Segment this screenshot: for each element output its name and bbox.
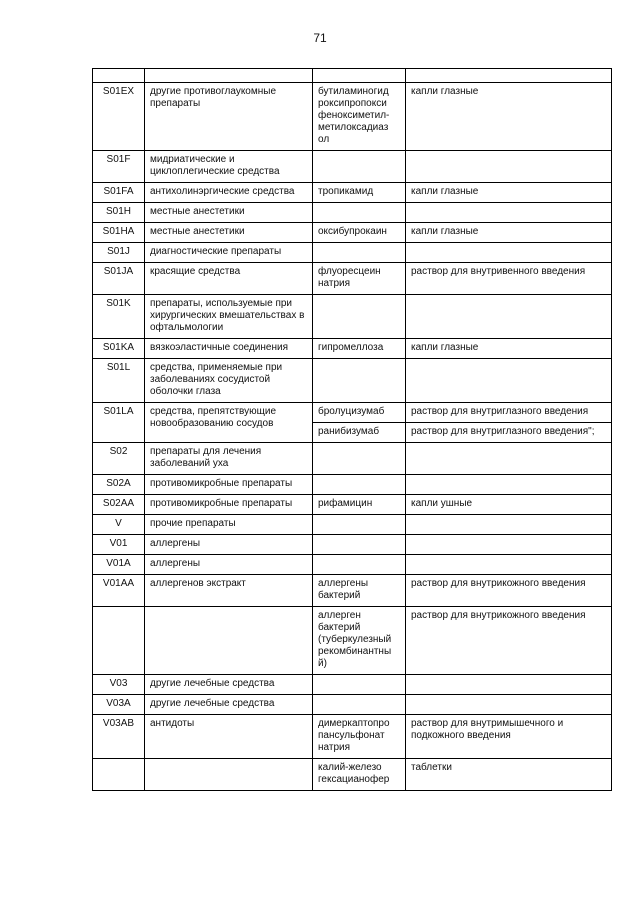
group-name-cell: мидриатические и циклоплегические средства	[145, 151, 313, 183]
table-row	[93, 295, 612, 339]
atc-code-cell	[93, 607, 145, 675]
table-row	[93, 515, 612, 535]
table-row	[93, 203, 612, 223]
substance-cell: бролуцизумаб	[313, 403, 406, 423]
dosage-form-cell	[406, 295, 612, 339]
group-name-cell: средства, применяемые при заболеваниях сосудистой оболочки глаза	[145, 359, 313, 403]
atc-code-cell: S01LA	[93, 403, 145, 443]
drug-table-body	[93, 69, 612, 791]
group-name-cell: другие противоглаукомные препараты	[145, 83, 313, 151]
substance-cell: оксибупрокаин	[313, 223, 406, 243]
atc-code-cell: V01A	[93, 555, 145, 575]
substance-cell	[313, 535, 406, 555]
dosage-form-cell	[406, 555, 612, 575]
table-row	[93, 339, 612, 359]
atc-code-cell: S02AA	[93, 495, 145, 515]
substance-cell: флуоресцеин натрия	[313, 263, 406, 295]
table-row	[93, 475, 612, 495]
group-name-cell: аллергены	[145, 535, 313, 555]
dosage-form-cell: капли глазные	[406, 183, 612, 203]
dosage-form-cell: раствор для внутрикожного введения	[406, 607, 612, 675]
group-name-cell	[145, 759, 313, 791]
substance-cell: калий-железо гексацианофер	[313, 759, 406, 791]
dosage-form-cell	[406, 359, 612, 403]
atc-code-cell: V	[93, 515, 145, 535]
dosage-form-cell: раствор для внутриглазного введения";	[406, 423, 612, 443]
dosage-form-cell	[406, 151, 612, 183]
group-name-cell: аллергенов экстракт	[145, 575, 313, 607]
atc-code-cell	[93, 759, 145, 791]
dosage-form-cell: раствор для внутрикожного введения	[406, 575, 612, 607]
substance-cell: димеркаптопро пансульфонат натрия	[313, 715, 406, 759]
atc-code-cell: V01AA	[93, 575, 145, 607]
dosage-form-cell	[406, 243, 612, 263]
table-row	[93, 535, 612, 555]
table-row	[93, 359, 612, 403]
atc-code-cell: S01H	[93, 203, 145, 223]
table-row	[93, 263, 612, 295]
substance-cell	[313, 555, 406, 575]
group-name-cell: другие лечебные средства	[145, 675, 313, 695]
dosage-form-cell: раствор для внутривенного введения	[406, 263, 612, 295]
group-name-cell: аллергены	[145, 555, 313, 575]
table-row	[93, 83, 612, 151]
substance-cell: тропикамид	[313, 183, 406, 203]
atc-code-cell: S02A	[93, 475, 145, 495]
group-name-cell: противомикробные препараты	[145, 475, 313, 495]
substance-cell	[313, 675, 406, 695]
page-number: 71	[313, 31, 327, 45]
table-row	[93, 243, 612, 263]
substance-cell	[313, 359, 406, 403]
substance-cell	[313, 295, 406, 339]
dosage-form-cell	[406, 515, 612, 535]
table-row	[93, 759, 612, 791]
table-row	[93, 715, 612, 759]
table-header-row	[93, 69, 612, 83]
dosage-form-cell	[406, 443, 612, 475]
dosage-form-cell	[406, 203, 612, 223]
atc-code-cell: S01HA	[93, 223, 145, 243]
atc-code-cell: S01L	[93, 359, 145, 403]
substance-cell	[313, 695, 406, 715]
substance-cell: рифамицин	[313, 495, 406, 515]
substance-cell: ранибизумаб	[313, 423, 406, 443]
table-row	[93, 495, 612, 515]
atc-code-cell: S01KA	[93, 339, 145, 359]
dosage-form-cell	[406, 535, 612, 555]
header-cell-name	[145, 69, 313, 83]
table-row	[93, 555, 612, 575]
atc-code-cell: V01	[93, 535, 145, 555]
atc-code-cell: S01JA	[93, 263, 145, 295]
group-name-cell: другие лечебные средства	[145, 695, 313, 715]
table-row	[93, 443, 612, 475]
group-name-cell: местные анестетики	[145, 203, 313, 223]
atc-code-cell: S02	[93, 443, 145, 475]
group-name-cell: местные анестетики	[145, 223, 313, 243]
group-name-cell: красящие средства	[145, 263, 313, 295]
group-name-cell: противомикробные препараты	[145, 495, 313, 515]
group-name-cell: вязкоэластичные соединения	[145, 339, 313, 359]
atc-code-cell: V03	[93, 675, 145, 695]
substance-cell: гипромеллоза	[313, 339, 406, 359]
table-row	[93, 575, 612, 607]
substance-cell: аллергены бактерий	[313, 575, 406, 607]
dosage-form-cell	[406, 675, 612, 695]
substance-cell	[313, 475, 406, 495]
atc-code-cell: V03A	[93, 695, 145, 715]
dosage-form-cell: капли глазные	[406, 83, 612, 151]
group-name-cell: прочие препараты	[145, 515, 313, 535]
group-name-cell: препараты, используемые при хирургических вмешательствах в офтальмологии	[145, 295, 313, 339]
dosage-form-cell	[406, 695, 612, 715]
table-row	[93, 695, 612, 715]
table-row	[93, 151, 612, 183]
substance-cell	[313, 203, 406, 223]
header-cell-form	[406, 69, 612, 83]
substance-cell: бутиламиногид роксипропокси феноксиметил- метилоксадиаз ол	[313, 83, 406, 151]
dosage-form-cell: капли глазные	[406, 223, 612, 243]
group-name-cell: антихолинэргические средства	[145, 183, 313, 203]
substance-cell	[313, 515, 406, 535]
atc-code-cell: S01F	[93, 151, 145, 183]
substance-cell: аллерген бактерий (туберкулезный рекомбинантны й)	[313, 607, 406, 675]
group-name-cell: антидоты	[145, 715, 313, 759]
table-row	[93, 183, 612, 203]
dosage-form-cell: таблетки	[406, 759, 612, 791]
group-name-cell: диагностические препараты	[145, 243, 313, 263]
header-cell-code	[93, 69, 145, 83]
dosage-form-cell: капли ушные	[406, 495, 612, 515]
atc-code-cell: S01K	[93, 295, 145, 339]
table-row	[93, 403, 612, 423]
dosage-form-cell: капли глазные	[406, 339, 612, 359]
atc-code-cell: S01EX	[93, 83, 145, 151]
header-cell-substance	[313, 69, 406, 83]
substance-cell	[313, 151, 406, 183]
group-name-cell: препараты для лечения заболеваний уха	[145, 443, 313, 475]
substance-cell	[313, 443, 406, 475]
dosage-form-cell	[406, 475, 612, 495]
atc-code-cell: S01J	[93, 243, 145, 263]
dosage-form-cell: раствор для внутримышечного и подкожного введения	[406, 715, 612, 759]
atc-code-cell: S01FA	[93, 183, 145, 203]
group-name-cell: средства, препятствующие новообразованию сосудов	[145, 403, 313, 443]
table-row	[93, 223, 612, 243]
atc-code-cell: V03AB	[93, 715, 145, 759]
drug-table	[92, 68, 612, 791]
dosage-form-cell: раствор для внутриглазного введения	[406, 403, 612, 423]
table-row	[93, 675, 612, 695]
table-row	[93, 607, 612, 675]
substance-cell	[313, 243, 406, 263]
group-name-cell	[145, 607, 313, 675]
